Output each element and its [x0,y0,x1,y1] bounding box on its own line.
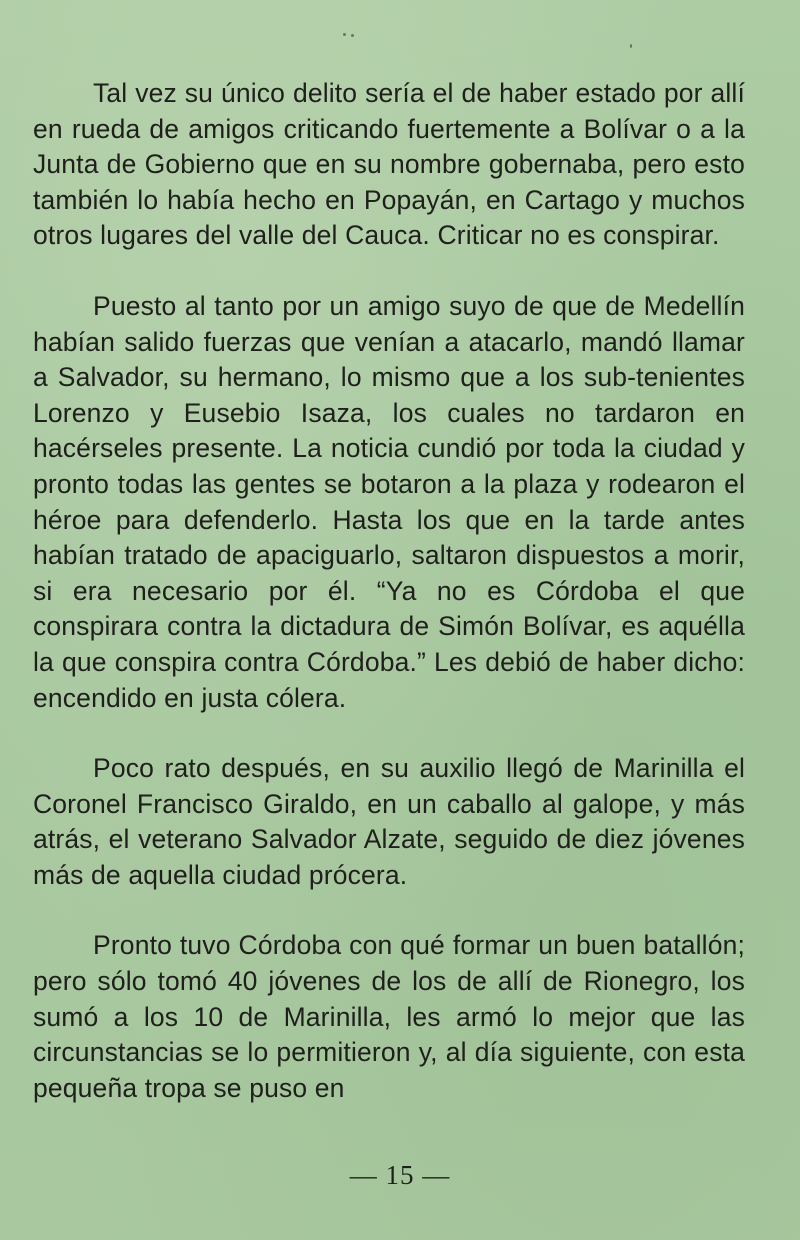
ink-speck [351,34,354,37]
body-text [33,76,745,1106]
ink-speck [630,44,632,48]
paragraph-1: Tal vez su único delito sería el de haber estado por allí en rueda de amigos criticando fuertemente a Bolívar o a la Junta de Gobierno que en su nombre gobernaba, pero esto también lo había hecho en Popayán, en Cartago y muchos otros lugares del valle del Cauca. Criticar no es conspirar. [33,78,745,251]
ink-speck [343,33,346,36]
paragraph-4: Pronto tuvo Córdoba con qué formar un buen batallón; pero sólo tomó 40 jóvenes de los de allí de Rionegro, los sumó a los 10 de Marinilla, les armó lo mejor que las circunstancias se lo permitieron y, al día siguiente, con esta pequeña tropa se puso en [33,930,745,1103]
page-number: — 15 — [349,1160,451,1190]
paragraph-3: Poco rato después, en su auxilio llegó de Marinilla el Coronel Francisco Giraldo, en un caballo al galope, y más atrás, el veterano Salvador Alzate, seguido de diez jóvenes más de aquella ciudad prócera. [33,753,745,890]
paragraph-2: Puesto al tanto por un amigo suyo de que de Medellín habían salido fuerzas que venían a atacarlo, mandó llamar a Salvador, su hermano, lo mismo que a los sub-tenientes Lorenzo y Eusebio Isaza, los cuales no tardaron en hacérseles presente. La noticia cundió por toda la ciudad y pronto todas las gentes se botaron a la plaza y rodearon el héroe para defenderlo. Hasta los que en la tarde antes habían tratado de apaciguarlo, saltaron dispuestos a morir, si era necesario por él. “Ya no es Córdoba el que conspirara contra la dictadura de Simón Bolívar, es aquélla la que conspira contra Córdoba.” Les debió de haber dicho: encendido en justa cólera. [33,290,745,713]
